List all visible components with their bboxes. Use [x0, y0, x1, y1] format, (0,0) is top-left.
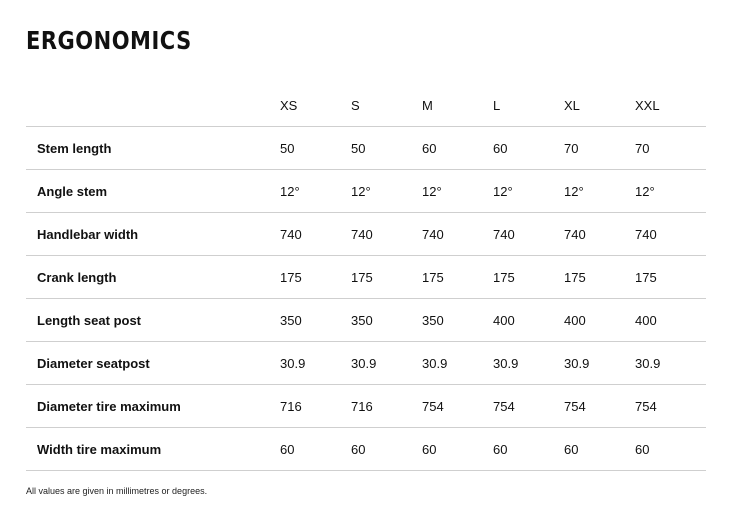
table-cell: 70: [635, 127, 706, 170]
table-cell: 30.9: [564, 342, 635, 385]
footnote: All values are given in millimetres or degrees.: [26, 486, 208, 496]
column-header-l: L: [493, 85, 564, 127]
table-cell: 754: [564, 385, 635, 428]
table-cell: 175: [422, 256, 493, 299]
table-cell: 350: [280, 299, 351, 342]
table-cell: 400: [493, 299, 564, 342]
table-cell: 60: [351, 428, 422, 471]
table-cell: 30.9: [422, 342, 493, 385]
row-label: Stem length: [26, 127, 280, 170]
table-cell: 30.9: [280, 342, 351, 385]
column-header-s: S: [351, 85, 422, 127]
table-cell: 12°: [280, 170, 351, 213]
table-cell: 12°: [351, 170, 422, 213]
table-cell: 60: [564, 428, 635, 471]
table-cell: 12°: [564, 170, 635, 213]
table-cell: 30.9: [351, 342, 422, 385]
ergonomics-table: [26, 85, 706, 471]
table-row: [26, 170, 706, 213]
table-cell: 30.9: [493, 342, 564, 385]
column-header-xs: XS: [280, 85, 351, 127]
table-row: [26, 385, 706, 428]
row-label: Diameter tire maximum: [26, 385, 280, 428]
table-cell: 60: [635, 428, 706, 471]
column-header-xxl: XXL: [635, 85, 706, 127]
table-cell: 400: [635, 299, 706, 342]
row-label: Crank length: [26, 256, 280, 299]
table-cell: 60: [422, 428, 493, 471]
table-cell: 740: [493, 213, 564, 256]
table-cell: 350: [422, 299, 493, 342]
table-cell: 350: [351, 299, 422, 342]
row-label: Angle stem: [26, 170, 280, 213]
table-cell: 50: [351, 127, 422, 170]
table-cell: 740: [422, 213, 493, 256]
column-header-m: M: [422, 85, 493, 127]
table-cell: 60: [493, 428, 564, 471]
table-cell: 12°: [422, 170, 493, 213]
table-cell: 175: [280, 256, 351, 299]
table-cell: 175: [351, 256, 422, 299]
row-label: Diameter seatpost: [26, 342, 280, 385]
table-cell: 30.9: [635, 342, 706, 385]
table-row: [26, 342, 706, 385]
table-cell: 12°: [635, 170, 706, 213]
table-cell: 754: [422, 385, 493, 428]
table-header-row: [26, 85, 706, 127]
table-cell: 50: [280, 127, 351, 170]
table-cell: 400: [564, 299, 635, 342]
column-header-label: [26, 85, 280, 127]
table-cell: 175: [493, 256, 564, 299]
table-row: [26, 256, 706, 299]
row-label: Width tire maximum: [26, 428, 280, 471]
table-cell: 716: [280, 385, 351, 428]
table-cell: 740: [564, 213, 635, 256]
table-row: [26, 299, 706, 342]
table-cell: 175: [564, 256, 635, 299]
table-cell: 60: [493, 127, 564, 170]
table-row: [26, 213, 706, 256]
table-cell: 740: [635, 213, 706, 256]
table-cell: 740: [280, 213, 351, 256]
row-label: Handlebar width: [26, 213, 280, 256]
table-cell: 12°: [493, 170, 564, 213]
table-cell: 70: [564, 127, 635, 170]
column-header-xl: XL: [564, 85, 635, 127]
row-label: Length seat post: [26, 299, 280, 342]
table-cell: 716: [351, 385, 422, 428]
table-cell: 60: [422, 127, 493, 170]
table-cell: 754: [493, 385, 564, 428]
table-cell: 175: [635, 256, 706, 299]
table-row: [26, 127, 706, 170]
page-title: ERGONOMICS: [26, 26, 192, 55]
table-cell: 754: [635, 385, 706, 428]
table-row: [26, 428, 706, 471]
table-cell: 60: [280, 428, 351, 471]
table-cell: 740: [351, 213, 422, 256]
